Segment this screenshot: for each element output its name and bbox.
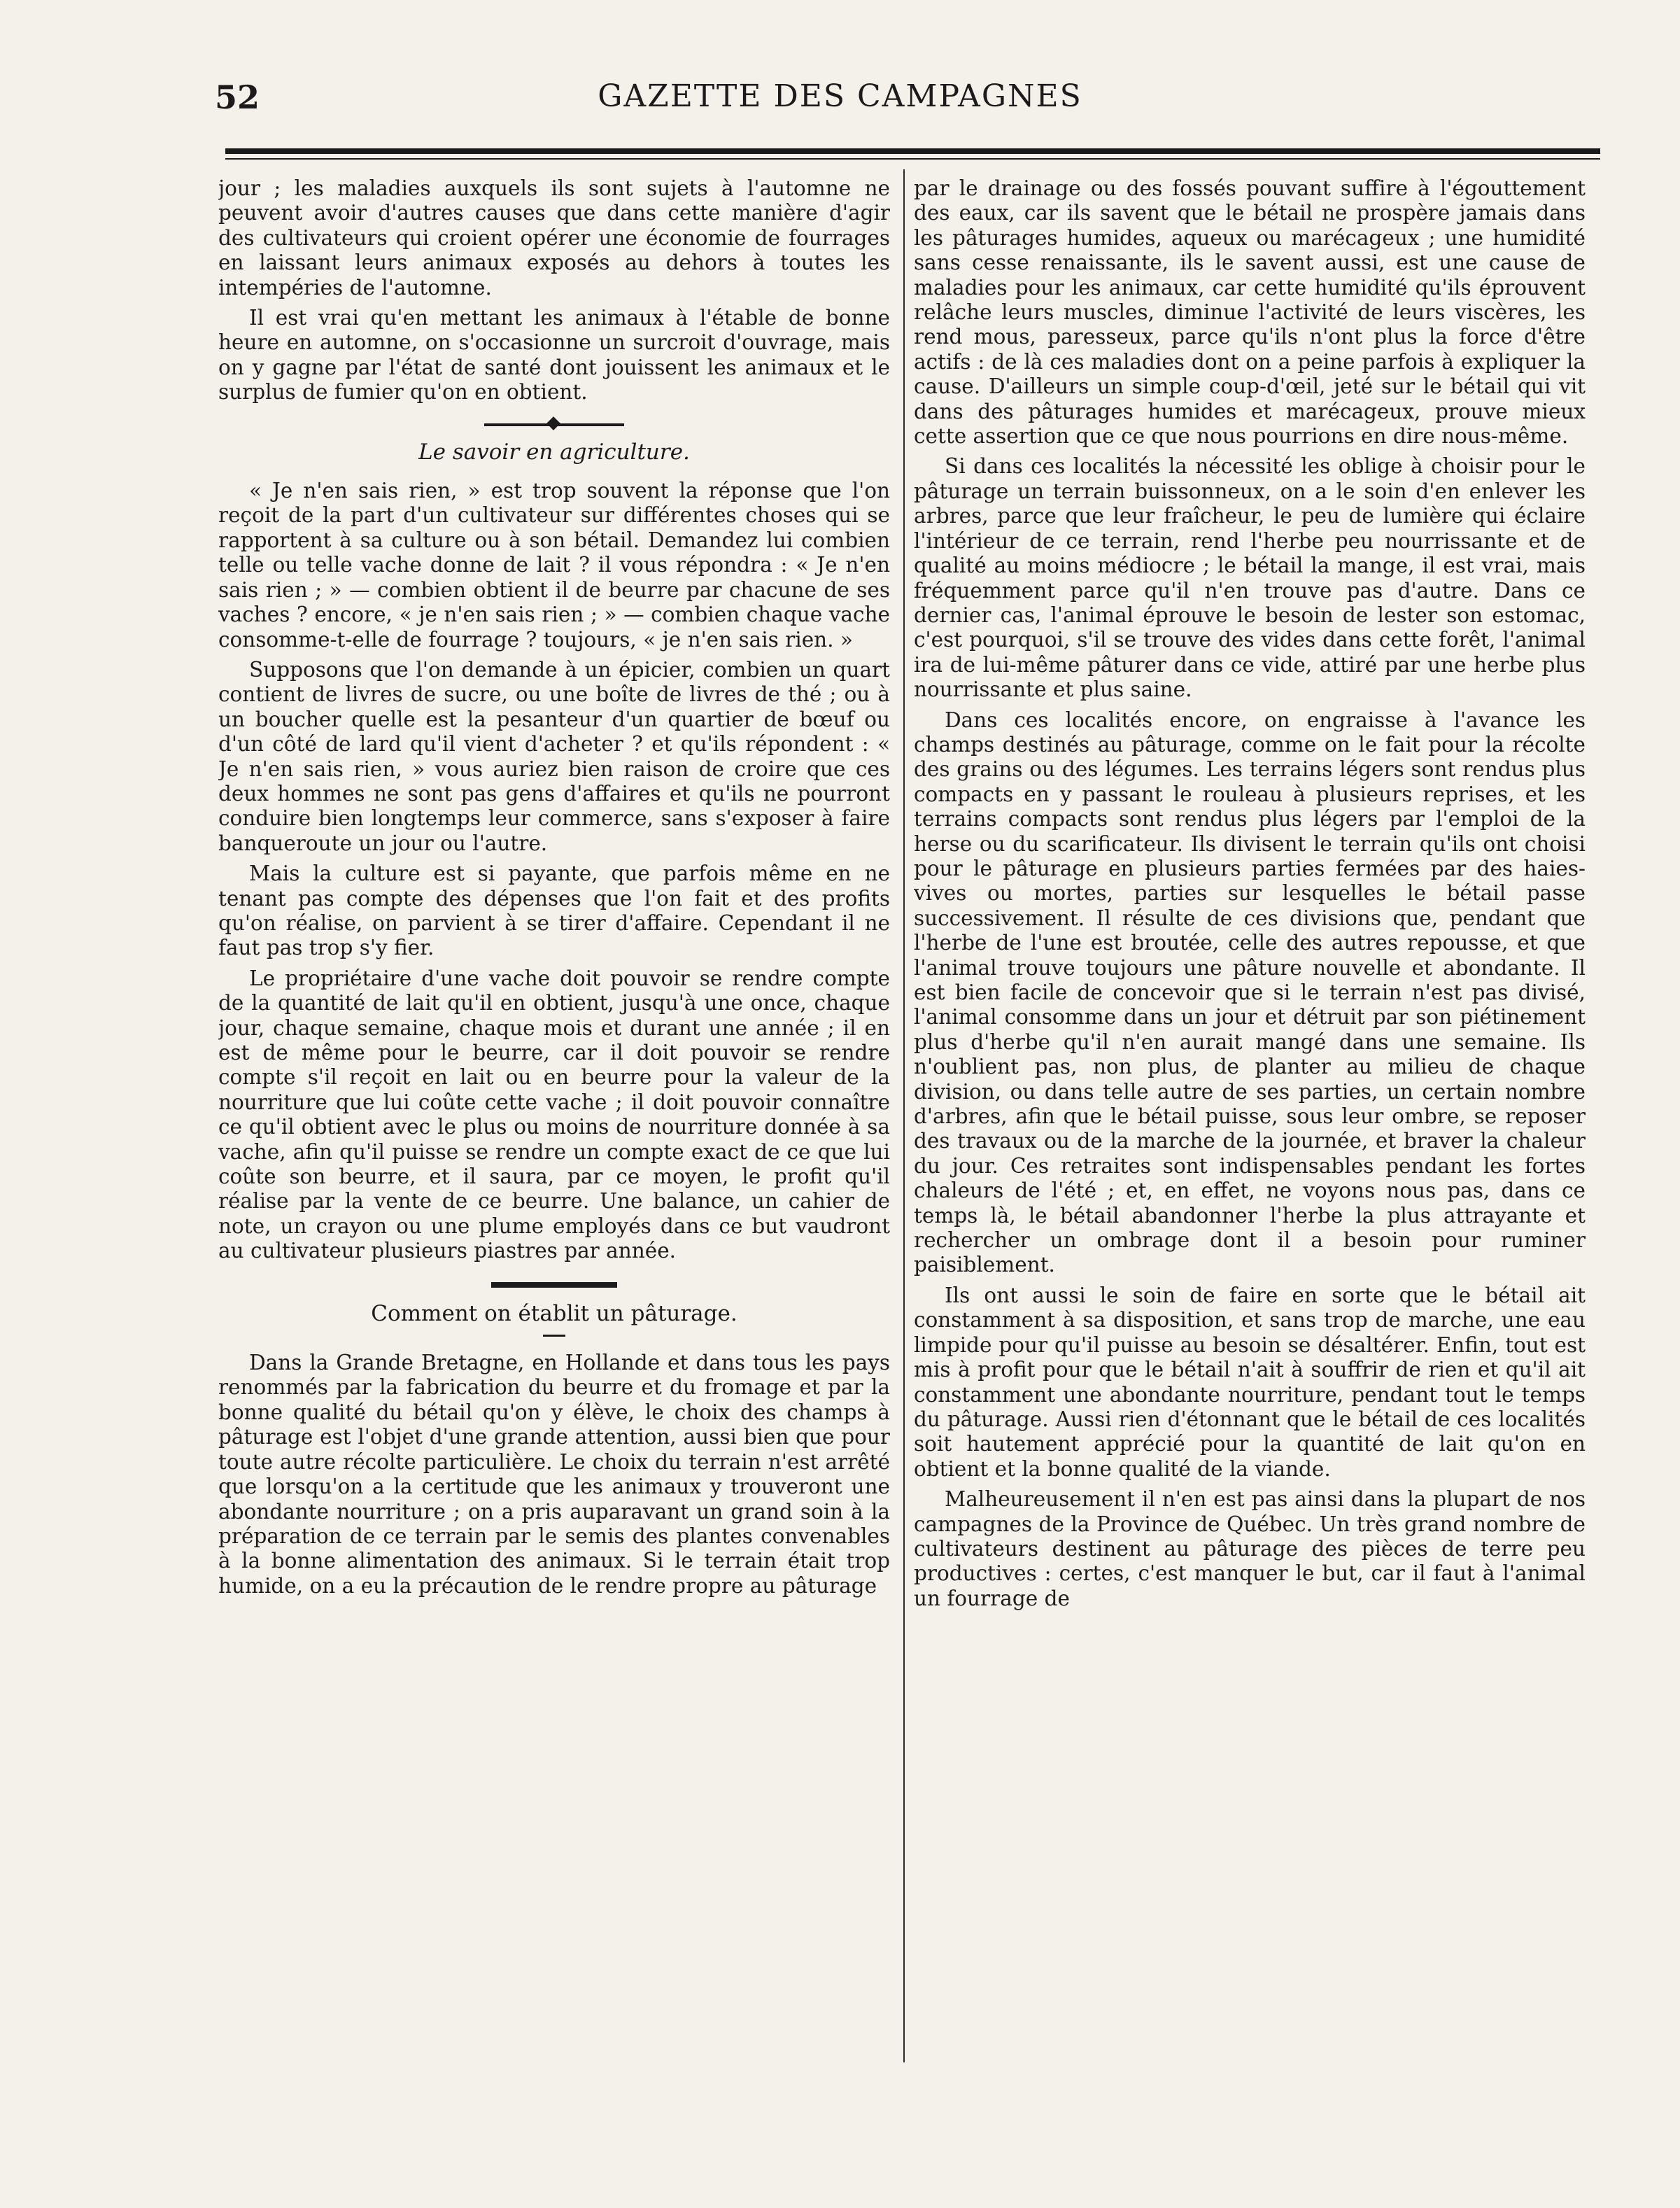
left-column — [218, 176, 890, 2059]
heading-dash — [543, 1335, 565, 1337]
paragraph: Mais la culture est si payante, que parfois même en ne tenant pas compte des dépenses que l'on fait et des profits qu'on réalise, on parvient à se tirer d'affaire. Cependant il ne faut pas trop s'y fier. — [218, 862, 890, 960]
header-rule-thick — [225, 148, 1600, 154]
paragraph: Supposons que l'on demande à un épicier, combien un quart contient de livres de sucre, ou une boîte de livres de thé ; ou à un boucher quelle est la pesanteur d'un quartier de bœuf ou d'un côté de lard qu'il vient d'acheter ? et qu'ils répondent : « Je n'en sais rien, » vous auriez bien raison de croire que ces deux hommes ne sont pas gens d'affaires et qu'ils ne pourront conduire bien longtemps leur commerce, sans s'exposer à faire banqueroute un jour ou l'autre. — [218, 657, 890, 855]
section-ornament — [491, 1282, 617, 1288]
paragraph: Si dans ces localités la nécessité les oblige à choisir pour le pâturage un terrain buissonneux, on a le soin d'en enlever les arbres, parce que leur fraîcheur, le peu de lumière qui éclaire l'intérieur de ce terrain, rend l'herbe peu nourrissante et de qualité au moins médiocre ; le bétail la mange, il est vrai, mais fréquemment parce qu'il n'en trouve pas d'autre. Dans ce dernier cas, l'animal éprouve le besoin de lester son estomac, c'est pourquoi, s'il se trouve des vides dans cette forêt, l'animal ira de lui-même pâturer dans ce vide, attiré par une herbe plus nourrissante et plus saine. — [914, 454, 1586, 702]
right-column — [914, 176, 1586, 2059]
paragraph: Dans la Grande Bretagne, en Hollande et dans tous les pays renommés par la fabrication du beurre et du fromage et par la bonne qualité du bétail qu'on y élève, le choix des champs à pâturage est l'objet d'une grande attention, aussi bien que pour toute autre récolte particulière. Le choix du terrain n'est arrêté que lorsqu'on a la certitude que les animaux y trouveront une abondante nourriture ; on a pris auparavant un grand soin à la préparation de ce terrain par le semis des plantes convenables à la bonne alimentation des animaux. Si le terrain était trop humide, on a eu la précaution de le rendre propre au pâturage — [218, 1351, 890, 1598]
paragraph: jour ; les maladies auxquels ils sont sujets à l'automne ne peuvent avoir d'autres causes que dans cette manière d'agir des cultivateurs qui croient opérer une économie de fourrages en laissant leurs animaux exposés au dehors à toutes les intempéries de l'automne. — [218, 176, 890, 300]
section-heading: Comment on établit un pâturage. — [371, 1300, 737, 1326]
section-heading: Le savoir en agriculture. — [418, 439, 690, 465]
paragraph: Malheureusement il n'en est pas ainsi dans la plupart de nos campagnes de la Province de Québec. Un très grand nombre de cultivateurs destinent au pâturage des pièces de terre peu productives : certes, c'est manquer le but, car il faut à l'animal un fourrage de — [914, 1487, 1586, 1610]
paragraph: Le propriétaire d'une vache doit pouvoir se rendre compte de la quantité de lait qu'il en obtient, jusqu'à une once, chaque jour, chaque semaine, chaque mois et durant une année ; il en est de même pour le beurre, car il doit pouvoir se rendre compte s'il reçoit en lait ou en beurre pour la valeur de la nourriture que lui coûte cette vache ; il doit pouvoir connaître ce qu'il obtient avec le plus ou moins de nourriture donnée à sa vache, afin qu'il puisse se rendre un compte exact de ce que lui coûte son beurre, et il saura, par ce moyen, le profit qu'il réalise par la vente de ce beurre. Une balance, un cahier de note, un crayon ou une plume employés dans ce but vaudront au cultivateur plusieurs piastres par année. — [218, 966, 890, 1263]
header-rule-thin — [225, 158, 1600, 160]
page-number: 52 — [215, 78, 260, 116]
paragraph: Il est vrai qu'en mettant les animaux à l'étable de bonne heure en automne, on s'occasionne un surcroit d'ouvrage, mais on y gagne par l'état de santé dont jouissent les animaux et le surplus de fumier qu'on en obtient. — [218, 306, 890, 405]
paragraph: Ils ont aussi le soin de faire en sorte que le bétail ait constamment à sa disposition, et sans trop de marche, une eau limpide pour qu'il puisse au besoin se désaltérer. Enfin, tout est mis à profit pour que le bétail n'ait à souffrir de rien et qu'il ait constamment une abondante nourriture, pendant tout le temps du pâturage. Aussi rien d'étonnant que le bétail de ces localités soit hautement apprécié pour la quantité de lait qu'on en obtient et la bonne qualité de la viande. — [914, 1283, 1586, 1481]
paragraph: par le drainage ou des fossés pouvant suffire à l'égouttement des eaux, car ils savent que le bétail ne prospère jamais dans les pâturages humides, aqueux ou marécageux ; une humidité sans cesse renaissante, ils le savent aussi, est une cause de maladies pour les animaux, car cette humidité qu'ils éprouvent relâche leurs muscles, diminue l'activité de leurs viscères, les rend mous, paresseux, parce qu'ils n'ont plus la force d'être actifs : de là ces maladies dont on a peine parfois à expliquer la cause. D'ailleurs un simple coup-d'œil, jeté sur le bétail qui vit dans des pâturages humides et marécageux, prouve mieux cette assertion que ce que nous pourrions en dire nous-même. — [914, 176, 1586, 449]
paragraph: Dans ces localités encore, on engraisse à l'avance les champs destinés au pâturage, comme on le fait pour la récolte des grains ou des légumes. Les terrains légers sont rendus plus compacts en y passant le rouleau à plusieurs reprises, et les terrains compacts sont rendus plus légers par l'emploi de la herse ou du scarificateur. Ils divisent le terrain qu'ils ont choisi pour le pâturage en plusieurs parties fermées par des haies-vives ou mortes, parties sur lesquelles le bétail passe successivement. Il résulte de ces divisions que, pendant que l'herbe de l'une est broutée, celle des autres repousse, et que l'animal trouve toujours une pâture nouvelle et abondante. Il est bien facile de concevoir que si le terrain n'est pas divisé, l'animal consomme dans un jour et détruit par son piétinement plus d'herbe qu'il n'en aurait mangé dans une semaine. Ils n'oublient pas, non plus, de planter au milieu de chaque division, ou dans telle autre de ses parties, un certain nombre d'arbres, afin que le bétail puisse, sous leur ombre, se reposer des travaux ou de la marche de la journée, et braver la chaleur du jour. Ces retraites sont indispensables pendant les fortes chaleurs de l'été ; et, en effet, ne voyons nous pas, dans ce temps là, le bétail abandonner l'herbe la plus attrayante et rechercher un ombrage dont il a besoin pour ruminer paisiblement. — [914, 708, 1586, 1277]
column-divider — [903, 169, 905, 2062]
section-ornament — [484, 423, 624, 426]
paragraph: « Je n'en sais rien, » est trop souvent la réponse que l'on reçoit de la part d'un cultivateur sur différentes choses qui se rapportent à sa culture ou à son bétail. Demandez lui combien telle ou telle vache donne de lait ? il vous répondra : « Je n'en sais rien ; » — combien obtient il de beurre par chacune de ses vaches ? encore, « je n'en sais rien ; » — combien chaque vache consomme-t-elle de fourrage ? toujours, « je n'en sais rien. » — [218, 479, 890, 652]
running-title: GAZETTE DES CAMPAGNES — [598, 78, 1082, 114]
